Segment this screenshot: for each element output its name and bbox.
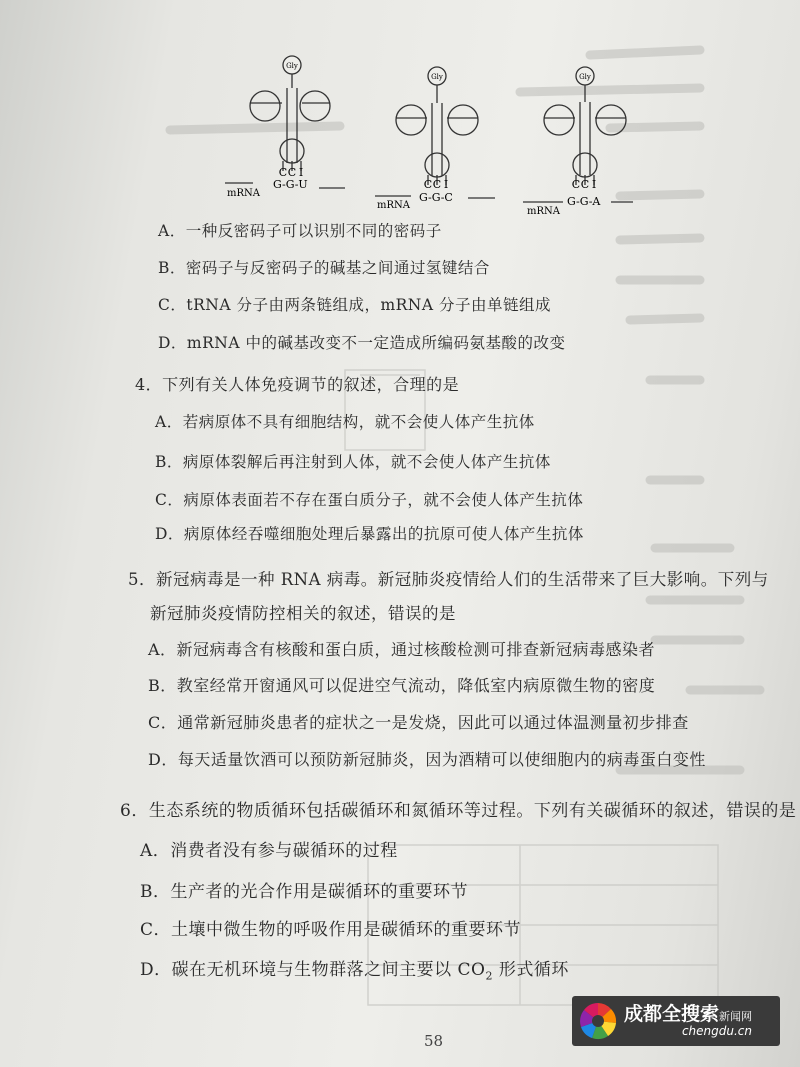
codon-label-2: G-G-C (419, 191, 453, 204)
watermark-tag: 新闻网 (719, 1009, 753, 1023)
codon-label-3: G-G-A (567, 195, 601, 208)
q4-stem: 4．下列有关人体免疫调节的叙述，合理的是 (135, 375, 460, 394)
q4-option-b: B．病原体裂解后再注射到人体，就不会使人体产生抗体 (155, 453, 551, 471)
anticodon-base: C (423, 178, 433, 191)
anticodon-base: I (298, 166, 304, 179)
q5-option-d: D．每天适量饮酒可以预防新冠肺炎，因为酒精可以使细胞内的病毒蛋白变性 (148, 750, 706, 769)
q5-option-c: C．通常新冠肺炎患者的症状之一是发烧，因此可以通过体温测量初步排查 (148, 713, 689, 732)
q5-option-b: B．教室经常开窗通风可以促进空气流动，降低室内病原微生物的密度 (148, 676, 656, 695)
anticodon-base: C (580, 178, 590, 191)
page-number: 58 (424, 1032, 444, 1050)
watermark-site-name (624, 1004, 752, 1025)
q4-option-c: C．病原体表面若不存在蛋白质分子，就不会使人体产生抗体 (155, 491, 584, 509)
anticodon-base: C (571, 178, 581, 191)
q5-option-a: A．新冠病毒含有核酸和蛋白质，通过核酸检测可排查新冠病毒感染者 (148, 640, 656, 659)
trna-diagram-3 (515, 62, 645, 222)
q6-option-c: C．土壤中微生物的呼吸作用是碳循环的重要环节 (140, 920, 522, 940)
subscript-2: 2 (485, 969, 493, 983)
watermark-name: 成都全搜索 (624, 1002, 720, 1025)
q6-stem: 6．生态系统的物质循环包括碳循环和氮循环等过程。下列有关碳循环的叙述，错误的是 (120, 801, 797, 821)
q6-option-d (140, 955, 569, 982)
anticodon-base: C (278, 166, 288, 179)
watermark-url: chengdu.cn (681, 1023, 753, 1038)
q4-option-a: A．若病原体不具有细胞结构，就不会使人体产生抗体 (155, 413, 535, 431)
q3-option-d: D．mRNA 中的碱基改变不一定造成所编码氨基酸的改变 (158, 334, 566, 352)
colorful-logo-icon (578, 1001, 618, 1041)
q4-option-d: D．病原体经吞噬细胞处理后暴露出的抗原可使人体产生抗体 (155, 525, 584, 543)
q6-option-d-text: D．碳在无机环境与生物群落之间主要以 CO (140, 960, 486, 980)
amino-acid-label-3: Gly (579, 73, 591, 81)
q5-stem-line2: 新冠肺炎疫情防控相关的叙述，错误的是 (150, 604, 456, 623)
watermark-logo (572, 996, 780, 1046)
amino-acid-label-1: Gly (286, 62, 298, 70)
q5-stem-line1: 5．新冠病毒是一种 RNA 病毒。新冠肺炎疫情给人们的生活带来了巨大影响。下列与 (128, 570, 769, 589)
amino-acid-label-2: Gly (431, 73, 443, 81)
mrna-label-1: mRNA (227, 188, 260, 199)
codon-label-1: G-G-U (273, 178, 308, 191)
q6-option-b: B．生产者的光合作用是碳循环的重要环节 (140, 882, 468, 902)
q6-option-a: A．消费者没有参与碳循环的过程 (140, 841, 398, 861)
anticodon-base: C (432, 178, 442, 191)
anticodon-base: I (443, 178, 449, 191)
anticodon-base: C (287, 166, 297, 179)
q3-option-b: B．密码子与反密码子的碱基之间通过氢键结合 (158, 259, 490, 277)
mrna-label-2: mRNA (377, 200, 410, 211)
q3-option-c: C．tRNA 分子由两条链组成，mRNA 分子由单链组成 (158, 296, 551, 314)
trna-diagram (215, 48, 535, 218)
q6-option-d-text-end: 形式循环 (492, 960, 569, 980)
q3-option-a: A．一种反密码子可以识别不同的密码子 (158, 222, 442, 240)
mrna-label-3: mRNA (527, 206, 560, 217)
anticodon-base: I (591, 178, 597, 191)
